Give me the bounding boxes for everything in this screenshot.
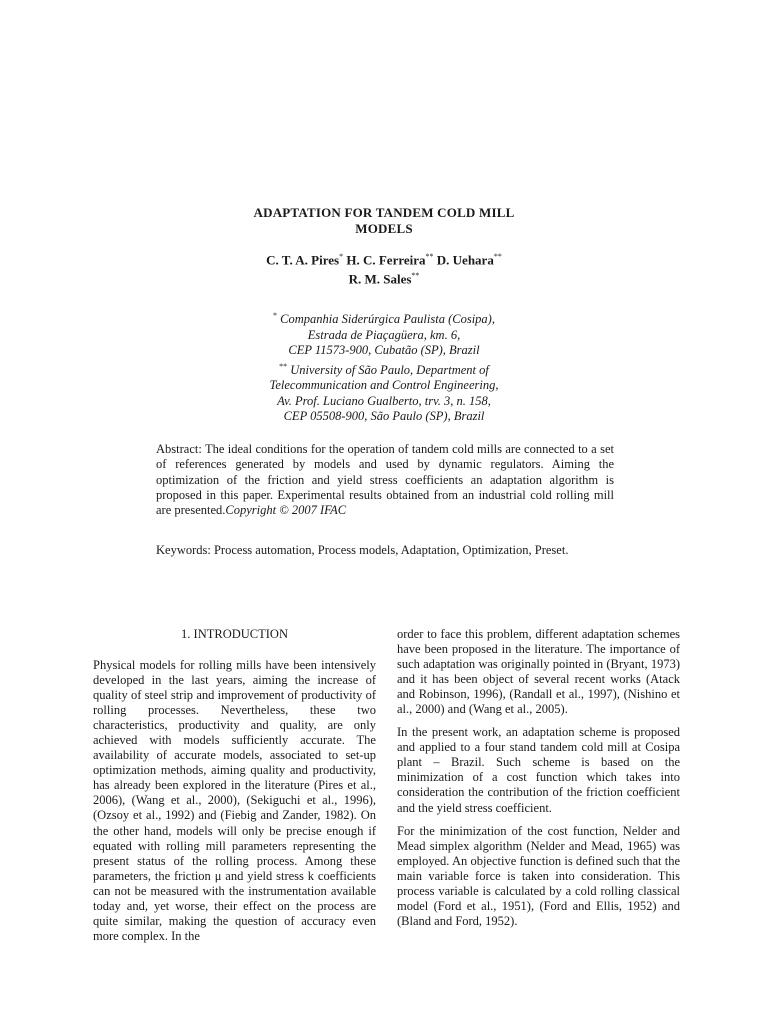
affiliation-line: Telecommunication and Control Engineering, (269, 378, 499, 393)
authors-line-2 (0, 268, 768, 287)
title-line-2: MODELS (355, 221, 413, 236)
affiliation-line: Estrada de Piaçagüera, km. 6, (307, 327, 461, 342)
affiliation-mark: ** (279, 361, 288, 371)
author-mark: ** (411, 271, 420, 281)
body-paragraph: For the minimization of the cost function, Nelder and Mead simplex algorithm (Nelder and Mead, 1965) was employed. An objective function is defined such that the main variable force is taken into consideration. This process variable is calculated by a cold rolling classical model (Ford et al., 1951), (Ford and Ellis, 1952) and (Bland and Ford, 1952). (397, 823, 680, 928)
author-mark: ** (425, 252, 434, 261)
keywords: Keywords: Process automation, Process models, Adaptation, Optimization, Preset. (156, 543, 569, 557)
body-paragraph: Physical models for rolling mills have been intensively developed in the last years, aiming the increase of quality of steel strip and improvement of productivity of rolling processes. Nevertheless, these two characteristics, productivity and quality, are only achieved with models sufficiently accurate. The availability of accurate models, associated to set-up optimization methods, aiming quality and productivity, has already been explored in the literature (Pires et al., 2006), (Wang et al., 2000), (Sekiguchi et al., 1996), (Ozsoy et al., 1992) and (Fiebig and Zander, 1982). On the other hand, models will only be precise enough if equated with rolling mill parameters representing the present status of the rolling process. Among these parameters, the friction μ and yield stress k coefficients can not be measured with the instrumentation available today and, yet worse, their effect on the process are quite similar, making the question of accuracy even more complex. In the (93, 658, 376, 943)
author-name: H. C. Ferreira (346, 252, 426, 268)
affiliation-line: CEP 05508-900, São Paulo (SP), Brazil (283, 409, 485, 424)
author-name: R. M. Sales (348, 271, 412, 287)
abstract (156, 442, 614, 518)
title-line-1: ADAPTATION FOR TANDEM COLD MILL (253, 205, 515, 220)
left-column (93, 627, 376, 952)
paper-title (0, 205, 768, 237)
copyright-notice: Copyright © 2007 IFAC (225, 503, 347, 518)
affiliation-line: Av. Prof. Luciano Gualberto, trv. 3, n. 158, (277, 393, 491, 408)
body-paragraph: order to face this problem, different adaptation schemes have been proposed in the literature. The importance of such adaptation was originally pointed in (Bryant, 1973) and it has been object of several recent works (Atack and Robinson, 1996), (Randall et al., 1997), (Nishino et al., 2000) and (Wang et al., 2005). (397, 627, 680, 717)
body-paragraph: In the present work, an adaptation scheme is proposed and applied to a four stand tandem cold mill at Cosipa plant – Brazil. Such scheme is based on the minimization of a cost function which takes into consideration the contribution of the friction coefficient and the yield stress coefficient. (397, 725, 680, 815)
author-list (0, 249, 768, 288)
authors-line-1 (0, 249, 768, 268)
abstract-body: Abstract: The ideal conditions for the operation of tandem cold mills are connected to a set of references generated by models and used by dynamic regulators. Aiming the optimization of the friction and yield stress coefficients an adaptation algorithm is proposed in this paper. Experimental results obtained from an industrial cold rolling mill are presented. (156, 442, 614, 518)
author-mark: ** (493, 252, 502, 261)
affiliations (0, 308, 768, 425)
author-mark: * (339, 252, 344, 261)
author-name: D. Uehara (436, 252, 494, 268)
right-column (397, 627, 680, 937)
affiliation-mark: * (273, 311, 278, 320)
author-name: C. T. A. Pires (266, 252, 340, 268)
affiliation-line: CEP 11573-900, Cubatão (SP), Brazil (288, 343, 480, 358)
affiliation-line: * Companhia Siderúrgica Paulista (Cosipa), (273, 311, 495, 327)
section-heading: 1. INTRODUCTION (181, 627, 288, 641)
affiliation-line: ** University of São Paulo, Department of (279, 361, 489, 377)
